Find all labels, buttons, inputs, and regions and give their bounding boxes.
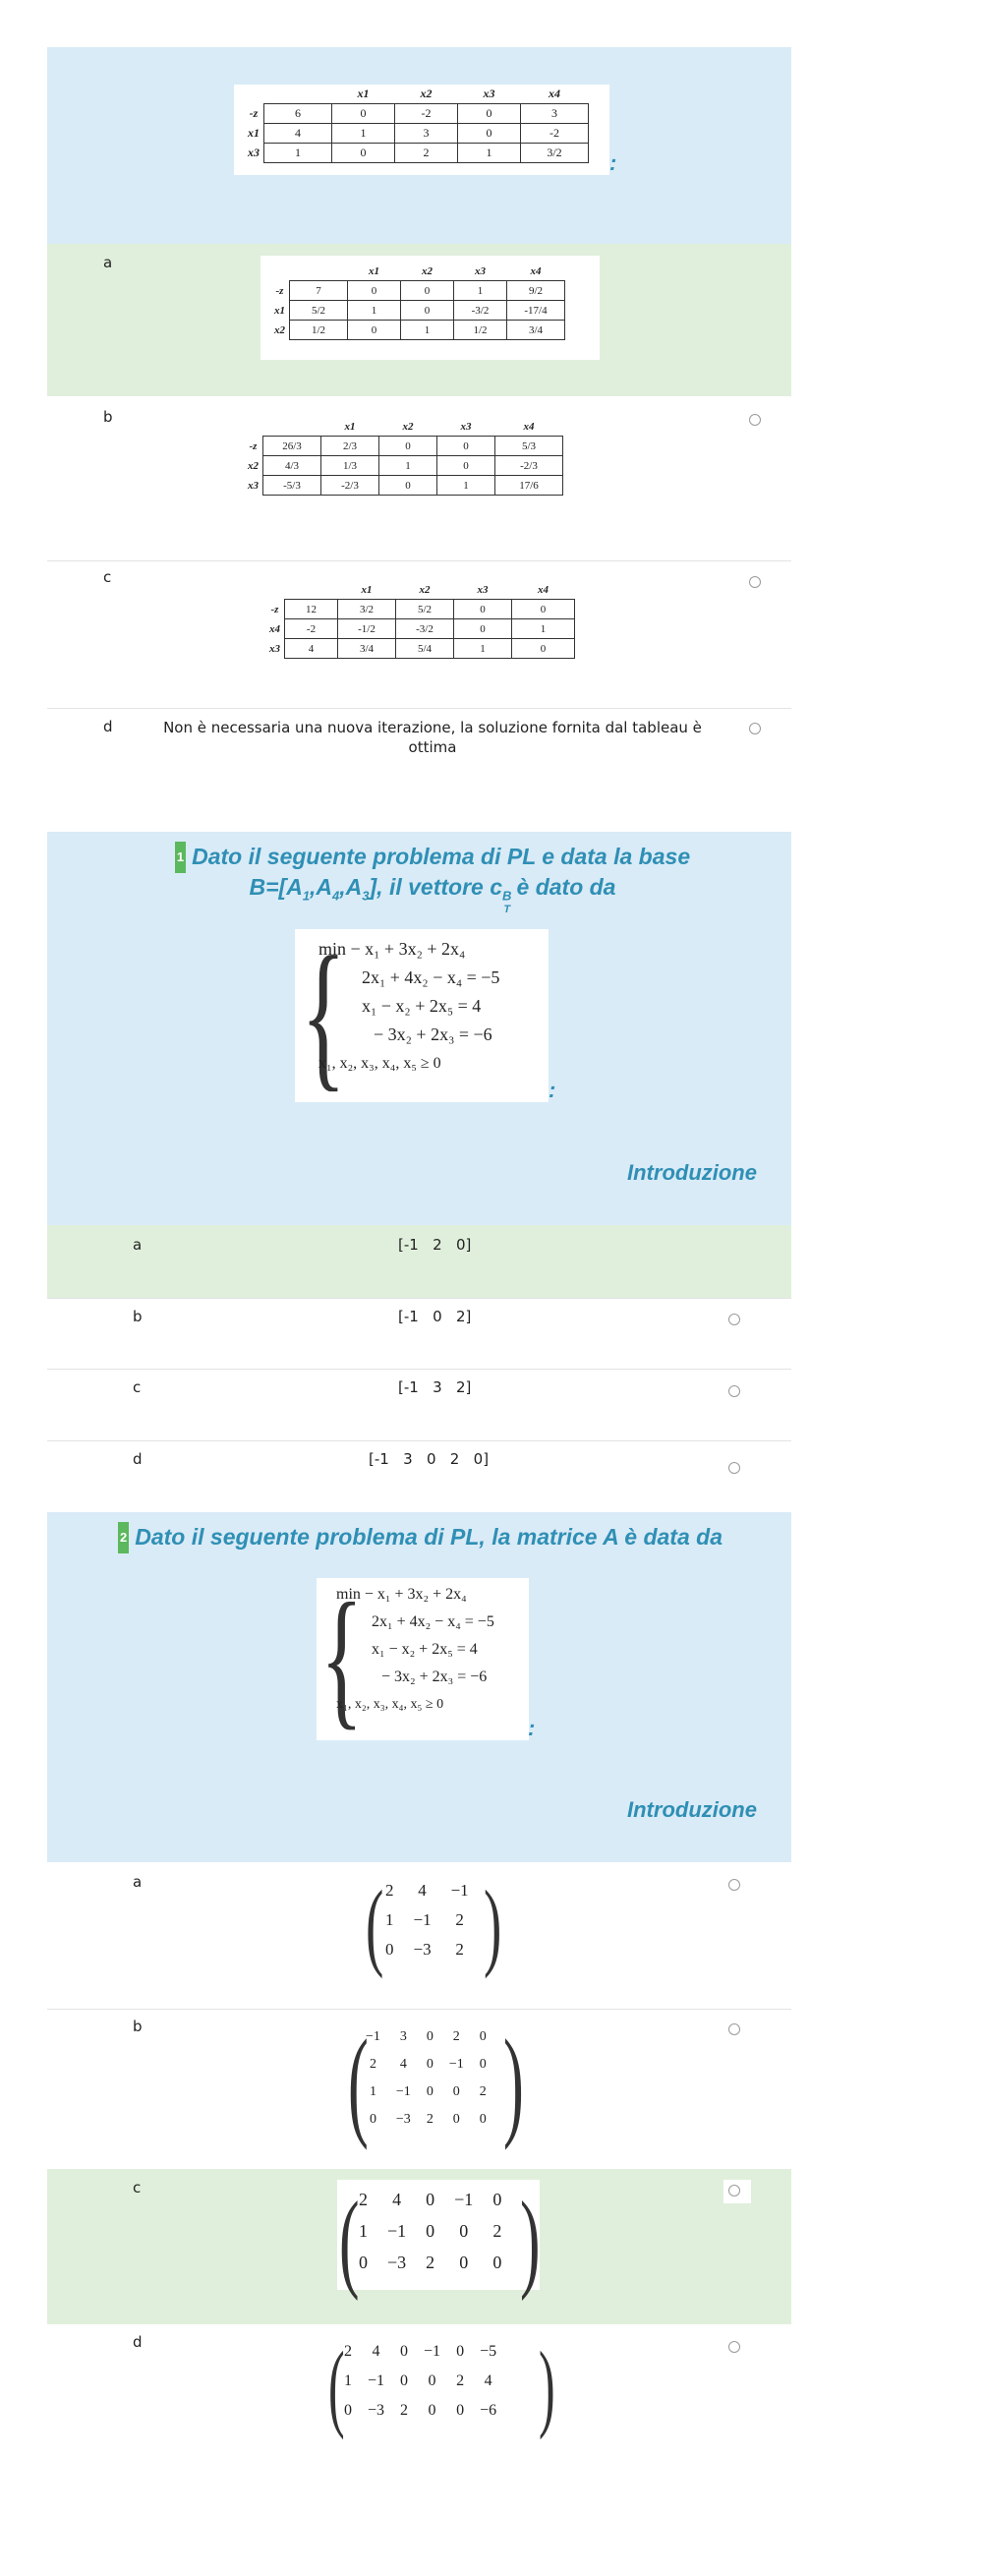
option-c-vector: [-1 3 2] <box>398 1378 472 1396</box>
option-b-matrix: ( −1 3 0 2 0 2 4 0 −1 0 1 −1 0 0 2 0 −3 2 0 0 ) <box>348 2016 524 2151</box>
divider <box>47 1369 791 1370</box>
tableau-table: x1 x2 x3 x4 -z 6 0 -2 0 3 x1 4 1 3 0 -2 x3 1 0 2 1 3/2 <box>244 85 589 163</box>
divider <box>47 1440 791 1441</box>
option-c-radio[interactable] <box>728 2185 740 2196</box>
option-b-tableau: x1 x2 x3 x4 -z 26/3 2/3 0 0 5/3 x2 4/3 1/3 1 0 -2/3 x3 -5/3 -2/3 0 1 17/6 <box>244 417 563 496</box>
option-d-vector: [-1 3 0 2 0] <box>369 1450 490 1468</box>
divider <box>47 560 791 561</box>
option-b-radio[interactable] <box>728 2023 740 2035</box>
question-1-colon: : <box>549 1078 556 1102</box>
option-d-matrix: ( 2 4 0 −1 0 −5 1 −1 0 0 2 4 0 −3 2 0 0 −6 ) <box>328 2331 555 2440</box>
option-a-radio[interactable] <box>728 1879 740 1891</box>
option-b-radio[interactable] <box>749 414 761 426</box>
option-letter: c <box>133 2179 142 2196</box>
option-d-radio[interactable] <box>728 2341 740 2353</box>
option-letter: b <box>133 1308 143 1325</box>
option-letter: a <box>133 1873 143 1891</box>
question-2-system: { min − x₁ + 3x₂ + 2x₄ 2x₁ + 4x₂ − x₄ = −5 x₁ − x₂ + 2x₅ = 4 − 3x₂ + 2x₃ = −6 x₁, x₂, x₃, x₄, x₅ ≥ 0 <box>317 1578 529 1740</box>
option-a-matrix: ( 2 4 −1 1 −1 2 0 −3 2 ) <box>366 1870 502 1979</box>
question-1-intro-link[interactable]: Introduzione <box>627 1160 757 1185</box>
option-b-vector: [-1 0 2] <box>398 1308 472 1325</box>
question-2-colon: : <box>528 1716 536 1740</box>
question-1-title: 1 Dato il seguente problema di PL e data la base $B=[A_1,A_4,A_3]$, il vettore $c_B^T$ è dato da <box>176 844 691 915</box>
question-2-intro-link[interactable]: Introduzione <box>627 1797 757 1822</box>
divider <box>47 708 791 709</box>
prev-question-tableau <box>234 85 609 175</box>
divider <box>47 1298 791 1299</box>
option-d-text: Non è necessaria una nuova iterazione, la soluzione fornita dal tableau è ottima <box>163 719 702 756</box>
question-1-system: { min − x₁ + 3x₂ + 2x₄ 2x₁ + 4x₂ − x₄ = −5 x₁ − x₂ + 2x₅ = 4 − 3x₂ + 2x₃ = −6 x₁, x₂, x₃, x₄, x₅ ≥ 0 <box>295 929 549 1102</box>
option-letter: c <box>133 1378 142 1396</box>
option-letter: d <box>133 2333 143 2351</box>
option-d-radio[interactable] <box>728 1462 740 1474</box>
prev-question-colon: : <box>609 150 617 175</box>
option-letter: b <box>103 408 113 426</box>
option-a-vector: [-1 2 0] <box>398 1236 472 1254</box>
option-letter: d <box>103 718 113 735</box>
divider <box>47 2009 791 2010</box>
option-c-radio[interactable] <box>728 1385 740 1397</box>
option-a-tableau: x1 x2 x3 x4 -z 7 0 0 1 9/2 x1 5/2 1 0 -3/2 -17/4 x2 1/2 0 1 1/2 3/4 <box>260 256 600 360</box>
question-number-badge: 1 <box>175 842 186 873</box>
option-letter: a <box>133 1236 143 1254</box>
option-letter: d <box>133 1450 143 1468</box>
option-b-radio[interactable] <box>728 1314 740 1325</box>
question-number-badge: 2 <box>118 1522 129 1553</box>
question-2-title: 2 Dato il seguente problema di PL, la matrice A è data da <box>59 1522 781 1553</box>
option-letter: a <box>103 254 113 271</box>
option-c-radio[interactable] <box>749 576 761 588</box>
option-letter: c <box>103 568 112 586</box>
option-c-tableau: x1 x2 x3 x4 -z 12 3/2 5/2 0 0 x4 -2 -1/2 -3/2 0 1 x3 4 3/4 5/4 1 0 <box>265 580 575 659</box>
option-c-matrix: ( 2 4 0 −1 0 1 −1 0 0 2 0 −3 2 0 0 ) <box>339 2180 541 2302</box>
option-d-radio[interactable] <box>749 723 761 734</box>
option-letter: b <box>133 2018 143 2035</box>
